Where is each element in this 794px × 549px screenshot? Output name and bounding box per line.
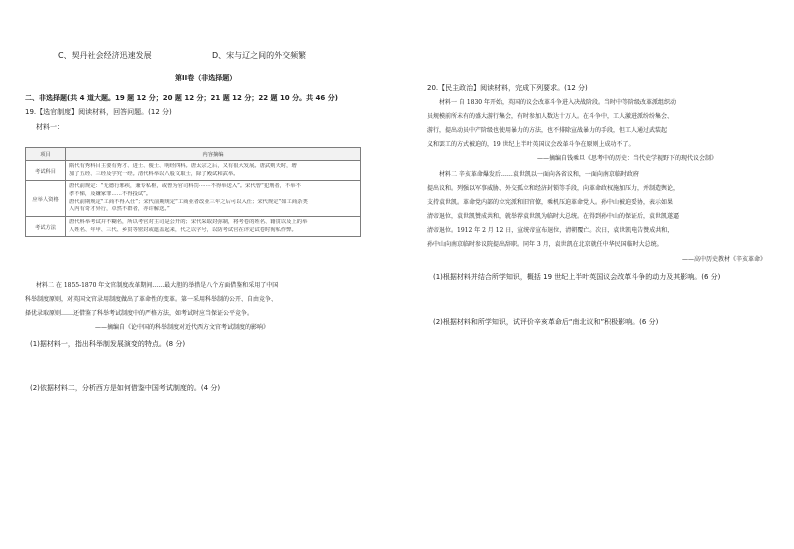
table-header-item: 项目 bbox=[26, 148, 66, 161]
table-row-category: 考试科目 bbox=[26, 161, 66, 181]
material-2-line: 清帝退位，袁世凯赞成共和，就举荐袁世凯为临时大总统。在得到孙中山的保证后，袁世凯遂逼 bbox=[427, 213, 680, 220]
section-heading: 二、非选择题(共 4 道大题。19 题 12 分；20 题 12 分；21 题 12 分；22 题 10 分。共 46 分) bbox=[25, 94, 338, 102]
source-table bbox=[25, 147, 361, 237]
material-2-line: 材料二 在 1855-1870 年文官制度改革期间……最大胆的举措是八个方面借鉴和采用了中国 bbox=[36, 282, 279, 289]
material-1-line: 员规模前所未有的盛大游行集会，有时参加人数达十万人。在斗争中，工人激进派纷纷集会、 bbox=[427, 113, 674, 120]
table-row-content bbox=[66, 181, 361, 217]
table-cell-line: 人内有奇才异行，卓然不群者，亦许解送。” bbox=[69, 206, 170, 213]
material-2-line: 科举制度原则，对英国文官录用制度做出了革命性的变革。第一采用科举制的公开、自由竞争、 bbox=[25, 296, 278, 303]
question-19-part-2: (2)依据材料二，分析西方是如何借鉴中国考试制度的。(4 分) bbox=[30, 384, 221, 392]
material-2-line: 提出议和。列强以军事威胁、外交孤立和经济封锁等手段，向革命政权施加压力，并制造舆论， bbox=[427, 185, 680, 192]
material-2-line: 择优录取原则……还借鉴了科举考试制度中的严格方法，如考试时应当保证公平竞争。 bbox=[25, 310, 254, 317]
table-header-content: 内容摘编 bbox=[66, 148, 361, 161]
table-row-category: 应举人资格 bbox=[26, 181, 66, 217]
material-1-line: 材料一 自 1830 年开始，英国的议会改革斗争进入决战阶段。当时中等阶级改革派组织动 bbox=[439, 99, 676, 106]
question-19-part-1: (1)据材料一，指出科举制发展演变的特点。(8 分) bbox=[30, 340, 186, 348]
table-row bbox=[26, 217, 361, 237]
table-cell-line: 人姓名、年甲、三代、乡贯等密封或遮盖起来，代之以字号，以防考试官在评定试卷时徇私作弊。 bbox=[69, 226, 297, 233]
table-cell-line: 隋代有秀科目主要有秀才、进士、俊士、明经四科。唐太宗之后，又有很大发展。唐武则天时，增 bbox=[69, 163, 297, 169]
table-row bbox=[26, 181, 361, 217]
question-20-part-1: (1)根据材料并结合所学知识，概括 19 世纪上半叶英国议会改革斗争的动力及其影响。(6 分) bbox=[433, 273, 721, 281]
table-row-content bbox=[66, 161, 361, 181]
table-header-row bbox=[26, 148, 361, 161]
material-2-source: ——高中历史教材《辛亥革命》 bbox=[682, 256, 767, 263]
material-1-label: 材料一： bbox=[36, 123, 64, 131]
right-column bbox=[397, 0, 794, 549]
option-d: D、宋与辽之间的外交频繁 bbox=[212, 51, 307, 60]
material-2-source: ——摘编自《论中国的科举制度对近代西方文官考试制度的影响》 bbox=[95, 324, 270, 331]
material-1-line: 游行，提出动员中产阶级也使用暴力的方法，也不排除宣战暴力的手段，但工人通过武装起 bbox=[427, 127, 668, 134]
material-1-line: 义和罢工的方式被迫的，19 世纪上半叶英国议会改革斗争在原则上成功不了。 bbox=[427, 141, 635, 148]
material-1-source: ——摘编自钱乘旦《思考中的历史：当代史学视野下的现代议会制》 bbox=[537, 155, 718, 162]
table-cell-line: 唐代前规定：“无德行邪疾，兼专私枢，或曾为官司科罚·······不得举送入”。宋代曾“犯刑者，不举不 bbox=[69, 183, 301, 190]
question-20-title: 20.【民主政治】阅读材料，完成下列要求。(12 分) bbox=[427, 84, 588, 92]
question-19-title: 19.【选官制度】阅读材料，回答问题。(12 分) bbox=[25, 108, 172, 116]
table-row-content bbox=[66, 217, 361, 237]
question-20-part-2: (2)根据材料和所学知识，试评价辛亥革命后“南北议和”积极影响。(6 分) bbox=[433, 318, 659, 326]
table-cell-line: 唐代前期规定“工商不得入仕”；宋代前期规定“工商业者改业三年之后可以入仕；宋代规定“如工商杂类 bbox=[69, 198, 308, 205]
table-row bbox=[26, 161, 361, 181]
table-cell-line: 加了五经、三经及学究一经。清代科举以八股文取士，除了殿试和武举。 bbox=[69, 170, 239, 177]
table-cell-line: 孝不悌，及嫌家罪……不得投试”。 bbox=[69, 191, 152, 198]
material-2-line: 支持袁世凯。革命党内部的立宪派和旧官僚，乘机压迫革命党人。孙中山被迫妥协，表示如果 bbox=[427, 199, 674, 206]
table-cell-line: 唐代科举考试并不糊名，所以考官对主司是公开的；宋代采取封弥制，将考卷的姓名、籍贯以及上的举 bbox=[69, 219, 308, 226]
material-2-line: 清帝退位。1912 年 2 月 12 日，宣统帝宣布退位，清朝覆亡。次日，袁世凯电告赞成共和， bbox=[427, 227, 674, 234]
material-2-line: 材料二 辛亥革命爆发后……袁世凯以一面向各省议和，一面向南京临时政府 bbox=[439, 171, 639, 178]
option-c: C、契丹社会经济迅速发展 bbox=[58, 51, 152, 60]
section-title: 第II卷（非选择题） bbox=[175, 74, 237, 82]
table-row-category: 考试方法 bbox=[26, 217, 66, 237]
material-2-line: 孙中山向南京临时参议院提出辞职。同年 3 月，袁世凯在北京就任中华民国临时大总统。 bbox=[427, 241, 663, 248]
